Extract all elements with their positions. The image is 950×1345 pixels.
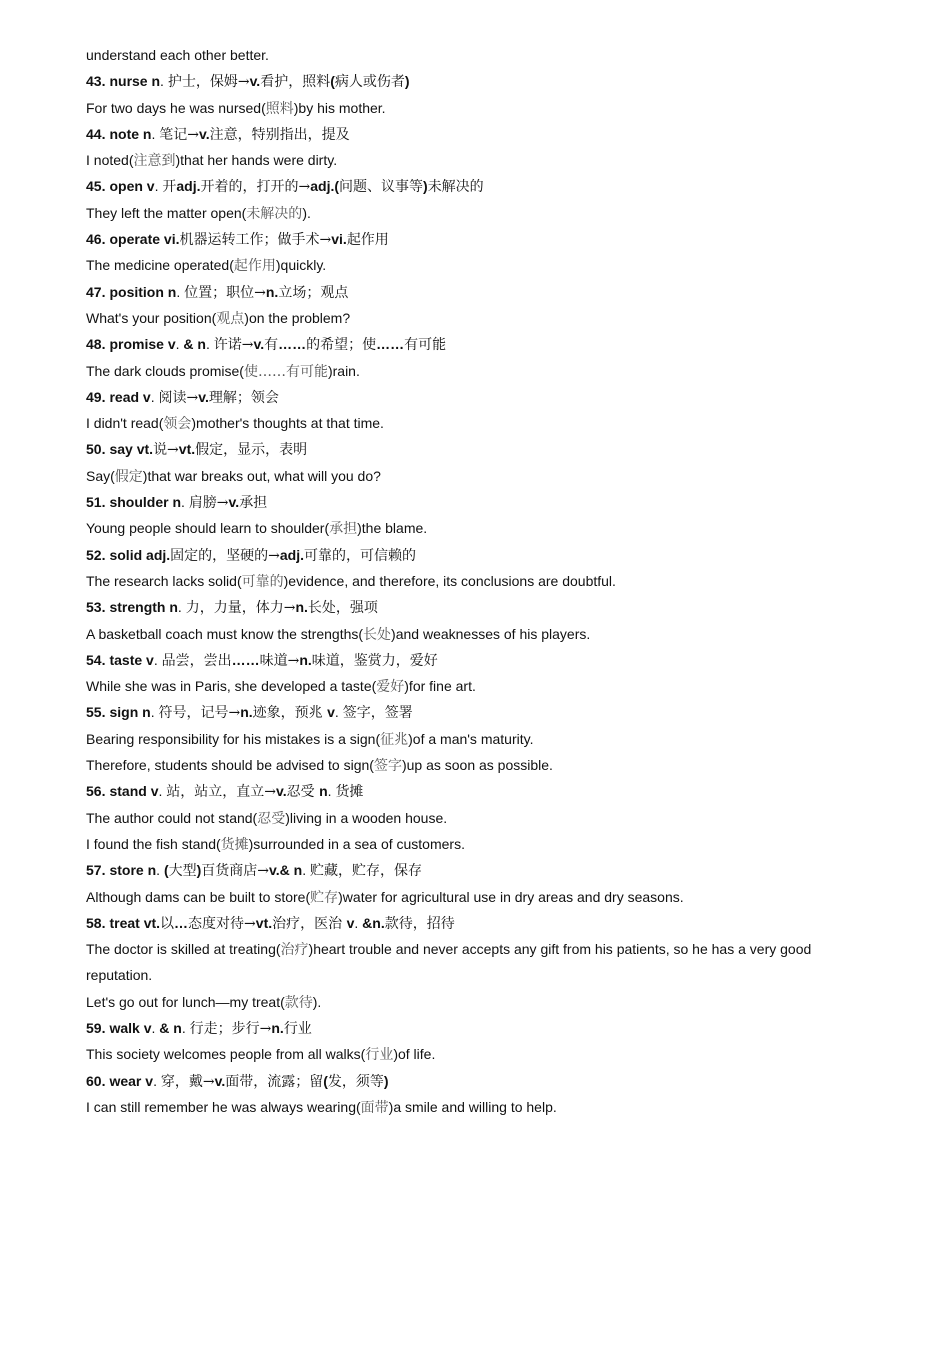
- example-sentence: [86, 463, 886, 489]
- entry-keyword: sign n: [109, 704, 151, 721]
- chinese-definition: 未解决的: [427, 179, 484, 196]
- entry-keyword: adj.(: [310, 178, 340, 195]
- example-sentence: [86, 673, 886, 699]
- chinese-definition: 的希望；使: [306, 337, 377, 354]
- entry-keyword: position n: [109, 283, 177, 300]
- entry-number: 49.: [86, 388, 106, 405]
- chinese-definition: 有可能: [404, 337, 447, 354]
- chinese-definition: 位置；职位→: [184, 284, 266, 301]
- text-segment: .: [151, 1019, 160, 1036]
- text-segment: .: [205, 336, 214, 353]
- chinese-definition: 说→: [153, 442, 179, 459]
- text-segment: ).: [312, 993, 322, 1010]
- vocab-entry-heading: [86, 226, 886, 252]
- chinese-definition: 开着的，打开的→: [200, 179, 311, 196]
- text-segment: reputation.: [86, 967, 153, 984]
- chinese-definition: 立场；观点: [278, 284, 349, 301]
- text-segment: Young people should learn to shoulder(: [86, 520, 330, 537]
- chinese-definition: 假定，显示，表明: [195, 442, 308, 459]
- entry-keyword: n: [319, 783, 328, 800]
- entry-keyword: solid adj.: [109, 546, 171, 563]
- entry-keyword: n.: [240, 704, 253, 721]
- chinese-definition: 签字，签署: [342, 705, 413, 722]
- entry-number: 54.: [86, 651, 106, 668]
- entry-number: 43.: [86, 73, 106, 90]
- chinese-gloss: 征兆: [380, 731, 409, 748]
- text-segment: .: [176, 283, 185, 300]
- vocab-entry-heading: [86, 1015, 886, 1041]
- chinese-definition: 开: [162, 179, 177, 196]
- text-segment: )that her hands were dirty.: [175, 152, 338, 169]
- text-segment: )the blame.: [357, 520, 428, 537]
- text-segment: What's your position(: [86, 309, 217, 326]
- text-segment: For two days he was nursed(: [86, 99, 266, 116]
- chinese-gloss: 治疗: [280, 942, 309, 959]
- text-segment: Although dams can be built to store(: [86, 888, 311, 905]
- chinese-definition: 贮藏，贮存，保存: [310, 863, 422, 880]
- entry-keyword: (: [163, 862, 169, 879]
- chinese-definition: 承担: [239, 495, 268, 512]
- entry-keyword: walk v: [109, 1019, 152, 1036]
- example-sentence: [86, 726, 886, 752]
- text-segment: )of a man's maturity.: [408, 730, 534, 747]
- entry-keyword: ……: [231, 651, 260, 668]
- text-segment: .: [154, 178, 163, 195]
- text-segment: )living in a wooden house.: [285, 809, 448, 826]
- chinese-definition: 护士，保姆→: [167, 74, 250, 91]
- text-segment: .: [181, 494, 189, 511]
- chinese-definition: 态度对待→: [188, 915, 256, 932]
- entry-keyword: & n: [159, 1019, 182, 1036]
- vocab-entry-heading: [86, 121, 886, 147]
- entry-keyword: adj.: [279, 546, 305, 563]
- entry-keyword: operate vi.: [109, 231, 180, 248]
- text-segment: .: [150, 388, 159, 405]
- chinese-definition: 味道→: [259, 652, 300, 669]
- text-segment: I found the fish stand(: [86, 835, 221, 852]
- entry-keyword: v.: [253, 336, 265, 353]
- entry-keyword: v: [346, 914, 355, 931]
- chinese-definition: 品尝，尝出: [161, 652, 232, 669]
- vocab-entry-heading: [86, 910, 886, 936]
- entry-number: 60.: [86, 1072, 106, 1089]
- chinese-definition: 许诺→: [213, 337, 254, 354]
- chinese-gloss: 领会: [163, 416, 192, 433]
- chinese-definition: 肩膀→: [188, 495, 229, 512]
- vocab-entry-heading: [86, 173, 886, 199]
- chinese-definition: 长处，强项: [307, 600, 378, 617]
- vocab-entry-heading: [86, 1068, 886, 1094]
- entry-number: 51.: [86, 494, 106, 511]
- text-segment: .: [150, 704, 159, 721]
- entry-keyword: stand v: [109, 783, 159, 800]
- chinese-gloss: 未解决的: [246, 205, 303, 222]
- chinese-definition: 百货商店→: [201, 863, 270, 880]
- chinese-gloss: 注意到: [133, 153, 176, 170]
- chinese-definition: 固定的，坚硬的→: [170, 547, 280, 564]
- text-segment: understand each other better.: [86, 47, 269, 63]
- chinese-definition: 款待，招待: [384, 915, 455, 932]
- chinese-gloss: 忍受: [257, 810, 286, 827]
- entry-number: 50.: [86, 441, 106, 458]
- chinese-definition: 穿，戴→: [160, 1073, 215, 1090]
- text-segment: )water for agricultural use in dry areas and dry seasons.: [338, 888, 684, 905]
- chinese-definition: 起作用: [346, 232, 389, 249]
- text-segment: They left the matter open(: [86, 204, 247, 221]
- vocab-entry-heading: [86, 699, 886, 725]
- text-segment: .: [175, 336, 184, 353]
- entry-keyword: v.: [276, 783, 287, 800]
- text-segment: The medicine operated(: [86, 257, 234, 274]
- text-segment: )quickly.: [275, 257, 327, 274]
- chinese-definition: 有: [264, 337, 279, 354]
- entry-keyword: vt.: [178, 441, 196, 458]
- entry-keyword: v: [327, 704, 335, 721]
- entry-keyword: ): [404, 73, 410, 90]
- chinese-definition: 看护，照料: [260, 74, 331, 91]
- chinese-gloss: 长处: [363, 626, 392, 643]
- text-segment: )evidence, and therefore, its conclusions are doubtful.: [283, 572, 616, 589]
- vocab-entry-heading: [86, 778, 886, 804]
- text-segment: The research lacks solid(: [86, 572, 242, 589]
- entry-keyword: wear v: [109, 1072, 154, 1089]
- text-segment: .: [354, 914, 363, 931]
- vocab-entry-heading: [86, 331, 886, 357]
- entry-keyword: n.: [295, 599, 308, 616]
- chinese-definition: 治疗，医治: [272, 915, 347, 932]
- entry-number: 46.: [86, 231, 106, 248]
- chinese-gloss: 承担: [329, 521, 358, 538]
- entry-keyword: taste v: [109, 651, 154, 668]
- chinese-definition: 符号，记号→: [158, 705, 241, 722]
- entry-keyword: vi.: [331, 231, 347, 248]
- example-sentence: [86, 989, 886, 1015]
- text-segment: .: [158, 783, 167, 800]
- entry-keyword: &n.: [362, 914, 385, 931]
- document-page: [86, 42, 886, 1120]
- chinese-definition: 问题、议事等: [339, 179, 424, 196]
- text-segment: )mother's thoughts at that time.: [191, 415, 384, 432]
- entry-keyword: ……: [376, 336, 405, 353]
- entry-number: 44.: [86, 125, 106, 142]
- entry-number: 52.: [86, 546, 106, 563]
- entry-keyword: n.: [299, 651, 312, 668]
- entry-keyword: (: [330, 73, 335, 90]
- chinese-gloss: 行业: [365, 1047, 394, 1064]
- text-segment: )heart trouble and never accepts any gift from his patients, so he has a very good: [308, 941, 812, 958]
- entry-keyword: v.: [249, 73, 261, 90]
- entry-keyword: n.: [271, 1019, 284, 1036]
- vocab-entry-heading: [86, 436, 886, 462]
- text-segment: )on the problem?: [244, 309, 351, 326]
- chinese-gloss: 照料: [265, 100, 294, 117]
- entry-keyword: treat vt.: [109, 914, 161, 931]
- entry-keyword: say vt.: [109, 441, 154, 458]
- entry-keyword: ……: [278, 336, 307, 353]
- entry-keyword: ): [423, 178, 428, 195]
- text-segment: ).: [302, 204, 311, 221]
- text-segment: )for fine art.: [404, 678, 476, 695]
- chinese-definition: 行业: [283, 1020, 312, 1037]
- text-segment: .: [151, 125, 160, 142]
- entry-keyword: shoulder n: [109, 494, 182, 511]
- text-segment: I didn't read(: [86, 415, 164, 432]
- text-segment: )that war breaks out, what will you do?: [142, 467, 381, 484]
- chinese-definition: 忍受: [286, 784, 320, 801]
- example-sentence: [86, 752, 886, 778]
- vocab-entry-heading: [86, 384, 886, 410]
- vocab-entry-heading: [86, 489, 886, 515]
- text-segment: .: [177, 599, 186, 616]
- text-segment: Bearing responsibility for his mistakes is a sign(: [86, 730, 381, 747]
- chinese-gloss: 起作用: [233, 258, 276, 275]
- chinese-definition: 发，须等: [327, 1073, 384, 1090]
- text-segment: .: [153, 651, 162, 668]
- entry-keyword: ): [383, 1072, 389, 1089]
- chinese-definition: 可靠的，可信赖的: [304, 547, 417, 564]
- entry-keyword: promise v: [109, 336, 176, 353]
- example-sentence: [86, 962, 886, 988]
- chinese-definition: 以: [160, 915, 175, 932]
- text-segment: I noted(: [86, 152, 134, 169]
- text-segment: Let's go out for lunch—my treat(: [86, 993, 285, 1010]
- chinese-definition: 面带，流露；留: [225, 1073, 324, 1090]
- chinese-definition: 大型: [168, 863, 197, 880]
- chinese-definition: 理解；领会: [208, 389, 279, 406]
- chinese-gloss: 可靠的: [241, 573, 284, 590]
- entry-number: 58.: [86, 914, 106, 931]
- entry-keyword: v.: [228, 494, 240, 511]
- chinese-definition: 注意，特别指出，提及: [209, 126, 350, 143]
- text-segment: .: [181, 1019, 190, 1036]
- example-sentence: [86, 305, 886, 331]
- example-sentence: [86, 621, 886, 647]
- chinese-gloss: 假定: [114, 468, 143, 485]
- chinese-definition: 机器运转工作；做手术→: [179, 232, 332, 249]
- text-segment: )by his mother.: [293, 99, 386, 116]
- entry-keyword: v.: [198, 125, 210, 142]
- entry-keyword: vt.: [255, 914, 273, 931]
- example-sentence: [86, 936, 886, 962]
- entry-number: 56.: [86, 783, 106, 800]
- entry-keyword: nurse n: [109, 73, 161, 90]
- chinese-definition: 货摊: [335, 784, 364, 801]
- chinese-definition: 力，力量，体力→: [185, 600, 296, 617]
- example-sentence: [86, 200, 886, 226]
- example-sentence: [86, 831, 886, 857]
- example-sentence: [86, 884, 886, 910]
- text-segment: .: [334, 704, 343, 721]
- entry-keyword: ): [196, 862, 202, 879]
- text-segment: .: [160, 73, 168, 90]
- entry-keyword: open v: [109, 178, 155, 195]
- example-sentence: [86, 805, 886, 831]
- text-segment: Say(: [86, 467, 115, 484]
- vocab-entry-heading: [86, 68, 886, 94]
- chinese-gloss: 面带: [360, 1099, 389, 1116]
- example-sentence: [86, 1094, 886, 1120]
- example-sentence: [86, 252, 886, 278]
- vocab-entry-heading: [86, 857, 886, 883]
- chinese-gloss: 观点: [216, 310, 245, 327]
- chinese-gloss: 货摊: [220, 836, 249, 853]
- text-segment: While she was in Paris, she developed a taste(: [86, 678, 377, 695]
- vocab-entry-heading: [86, 279, 886, 305]
- entry-keyword: note n: [109, 125, 152, 142]
- entry-keyword: read v: [109, 388, 151, 405]
- text-segment: I can still remember he was always wearing(: [86, 1098, 361, 1115]
- entry-keyword: v.& n: [269, 862, 303, 879]
- entry-number: 57.: [86, 862, 106, 879]
- text-segment: A basketball coach must know the strengths(: [86, 625, 364, 642]
- example-sentence: [86, 42, 886, 68]
- text-segment: )up as soon as possible.: [401, 757, 553, 774]
- chinese-gloss: 款待: [284, 994, 313, 1011]
- chinese-gloss: 爱好: [376, 679, 405, 696]
- example-sentence: [86, 147, 886, 173]
- text-segment: This society welcomes people from all walks(: [86, 1046, 366, 1063]
- text-segment: Therefore, students should be advised to sign(: [86, 757, 374, 774]
- text-segment: )of life.: [393, 1046, 436, 1063]
- entry-keyword: n.: [265, 283, 279, 300]
- entry-keyword: adj.: [176, 178, 201, 195]
- entry-number: 48.: [86, 336, 106, 353]
- example-sentence: [86, 95, 886, 121]
- entry-keyword: (: [323, 1072, 328, 1089]
- entry-number: 45.: [86, 178, 106, 195]
- example-sentence: [86, 358, 886, 384]
- entry-keyword: v.: [214, 1072, 226, 1089]
- chinese-definition: 站，站立，直立→: [166, 784, 276, 801]
- chinese-definition: 笔记→: [159, 126, 199, 143]
- entry-number: 55.: [86, 704, 106, 721]
- vocab-entry-heading: [86, 594, 886, 620]
- text-segment: )surrounded in a sea of customers.: [248, 835, 465, 852]
- example-sentence: [86, 1041, 886, 1067]
- entry-number: 59.: [86, 1019, 106, 1036]
- entry-keyword: …: [174, 914, 189, 931]
- chinese-definition: 迹象，预兆: [252, 705, 328, 722]
- text-segment: The dark clouds promise(: [86, 362, 244, 379]
- vocab-entry-heading: [86, 647, 886, 673]
- chinese-gloss: 签字: [373, 758, 402, 775]
- text-segment: .: [156, 862, 164, 879]
- text-segment: .: [302, 862, 310, 879]
- chinese-gloss: 贮存: [310, 889, 339, 906]
- entry-keyword: & n: [183, 336, 206, 353]
- text-segment: .: [327, 783, 336, 800]
- chinese-definition: 行走；步行→: [189, 1020, 272, 1037]
- entry-number: 47.: [86, 283, 106, 300]
- text-segment: )and weaknesses of his players.: [391, 625, 591, 642]
- text-segment: The author could not stand(: [86, 809, 258, 826]
- example-sentence: [86, 568, 886, 594]
- vocab-entry-heading: [86, 542, 886, 568]
- text-segment: .: [153, 1072, 161, 1089]
- text-segment: )a smile and willing to help.: [388, 1098, 557, 1115]
- entry-number: 53.: [86, 599, 106, 616]
- text-segment: The doctor is skilled at treating(: [86, 941, 281, 958]
- chinese-definition: 病人或伤者: [334, 74, 405, 91]
- chinese-gloss: 使……有可能: [243, 363, 328, 380]
- example-sentence: [86, 410, 886, 436]
- chinese-definition: 味道，鉴赏力，爱好: [311, 652, 438, 669]
- chinese-definition: 阅读→: [158, 389, 199, 406]
- entry-keyword: store n: [109, 862, 157, 879]
- entry-keyword: strength n: [109, 599, 178, 616]
- example-sentence: [86, 515, 886, 541]
- entry-keyword: v.: [198, 388, 209, 405]
- text-segment: )rain.: [327, 362, 360, 379]
